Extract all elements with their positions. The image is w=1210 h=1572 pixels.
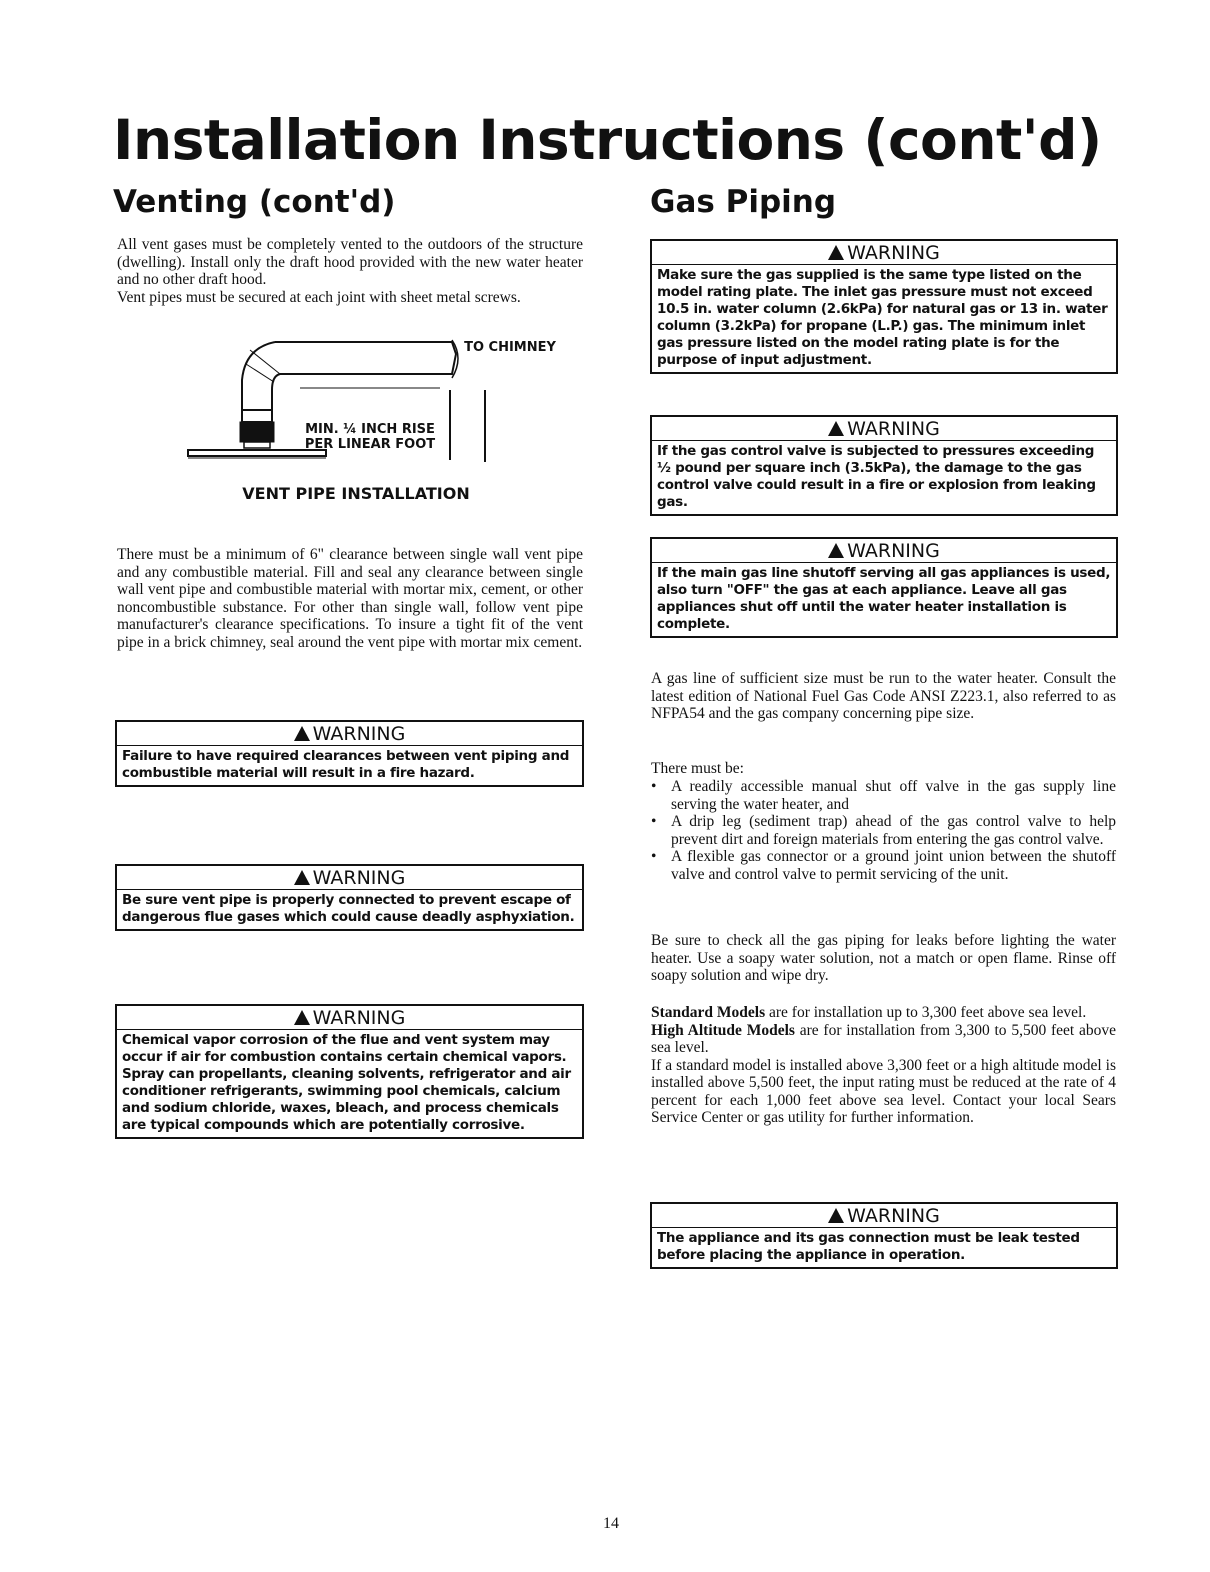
warning-title: WARNING <box>312 723 406 745</box>
vent-pipe-diagram <box>180 330 580 510</box>
warning-box-leak-test <box>650 1202 1118 1269</box>
warning-text: Be sure vent pipe is properly connected to prevent escape of dangerous flue gases which could cause deadly asphyxiation. <box>122 892 575 925</box>
warning-title: WARNING <box>847 242 940 264</box>
there-must-be-label: There must be: <box>651 760 744 777</box>
requirements-list <box>651 778 1116 883</box>
standard-models-paragraph <box>651 1004 1116 1022</box>
warning-triangle-icon <box>828 543 844 558</box>
warning-box-chemical-vapor <box>115 1004 584 1139</box>
warning-text: If the gas control valve is subjected to pressures exceeding ½ pound per square inch (3.5kPa), the damage to the gas control valve could result in a fire or explosion from leaking gas. <box>657 443 1096 510</box>
page-number: 14 <box>603 1515 619 1532</box>
warning-text: The appliance and its gas connection must be leak tested before placing the appliance in operation. <box>657 1230 1080 1263</box>
warning-text: Make sure the gas supplied is the same type listed on the model rating plate. The inlet gas pressure must not exceed 10.5 in. water column (2.6kPa) for natural gas or 13 in. water column (3.2kPa) for propane (L.P.) gas. The minimum inlet gas pressure listed on the model rating plate is for the purpose of input adjustment. <box>657 267 1108 368</box>
gas-line-paragraph: A gas line of sufficient size must be run to the water heater. Consult the latest edition of National Fuel Gas Code ANSI Z223.1, also referred to as NFPA54 and the gas company concerning pipe size. <box>651 670 1116 722</box>
list-item: • A readily accessible manual shut off valve in the gas supply line serving the water heater, and <box>651 778 1116 813</box>
page-title: Installation Instructions (cont'd) <box>113 108 1102 172</box>
warning-header <box>652 539 1116 563</box>
leak-check-paragraph: Be sure to check all the gas piping for leaks before lighting the water heater. Use a soapy water solution, not a match or open flame. Rinse off soapy solution and wipe dry. <box>651 932 1116 984</box>
warning-header <box>117 722 582 746</box>
warning-title: WARNING <box>847 418 940 440</box>
warning-header <box>117 1006 582 1030</box>
standard-models-label: Standard Models <box>651 1004 766 1021</box>
warning-triangle-icon <box>294 726 310 741</box>
list-item: • A drip leg (sediment trap) ahead of the gas control valve to help prevent dirt and foreign materials from entering the gas control valve. <box>651 813 1116 848</box>
warning-title: WARNING <box>847 540 940 562</box>
high-altitude-paragraph <box>651 1022 1116 1057</box>
warning-header <box>117 866 582 890</box>
to-chimney-label: TO CHIMNEY <box>464 340 556 355</box>
warning-box-main-shutoff <box>650 537 1118 638</box>
derate-paragraph: If a standard model is installed above 3,300 feet or a high altitude model is installed above 5,500 feet, the input rating must be reduced at the rate of 4 percent for each 1,000 feet above sea level. Contact your local Sears Service Center or gas utility for further information. <box>651 1056 1116 1126</box>
altitude-section <box>651 1004 1116 1127</box>
venting-intro-p1: All vent gases must be completely vented to the outdoors of the structure (dwelling). Install only the draft hood provided with the new water heater and no other draft hood. <box>117 236 583 288</box>
warning-text: Failure to have required clearances between vent piping and combustible material will result in a fire hazard. <box>122 748 570 781</box>
rise-label: MIN. ¼ INCH RISE PER LINEAR FOOT <box>304 422 436 452</box>
warning-title: WARNING <box>312 1007 406 1029</box>
warning-triangle-icon <box>828 421 844 436</box>
warning-text: If the main gas line shutoff serving all gas appliances is used, also turn "OFF" the gas at each appliance. Leave all gas appliances shut off until the water heater installation is complete. <box>657 565 1111 632</box>
diagram-caption: VENT PIPE INSTALLATION <box>242 484 470 503</box>
warning-box-valve-pressure <box>650 415 1118 516</box>
warning-text: Chemical vapor corrosion of the flue and vent system may occur if air for combustion contains certain chemical vapors. Spray can propellants, cleaning solvents, refrigerator and air conditioner refrigerants, swimming pool chemicals, calcium and sodium chloride, waxes, bleach, and process chemicals are typical compounds which are potentially corrosive. <box>122 1032 571 1133</box>
venting-intro <box>117 236 583 306</box>
warning-title: WARNING <box>312 867 406 889</box>
warning-header <box>652 1204 1116 1228</box>
list-item: • A flexible gas connector or a ground joint union between the shutoff valve and control valve to permit servicing of the unit. <box>651 848 1116 883</box>
warning-box-clearance <box>115 720 584 787</box>
clearance-paragraph: There must be a minimum of 6" clearance between single wall vent pipe and any combustible material. Fill and seal any clearance between single wall vent pipe and combustible material with mortar mix, cement, or other noncombustible substance. For other than single wall, follow vent pipe manufacturer's clearance specifications. To insure a tight fit of the vent pipe in a brick chimney, seal around the vent pipe with mortar mix cement. <box>117 546 583 651</box>
venting-heading: Venting (cont'd) <box>113 184 396 220</box>
warning-header <box>652 417 1116 441</box>
venting-intro-p2: Vent pipes must be secured at each joint with sheet metal screws. <box>117 288 521 306</box>
gas-piping-heading: Gas Piping <box>650 184 837 220</box>
warning-box-vent-connection <box>115 864 584 931</box>
warning-header <box>652 241 1116 265</box>
warning-triangle-icon <box>828 1208 844 1223</box>
high-altitude-text: are for installation from 3,300 to 5,500 feet above sea level. <box>651 1021 1116 1056</box>
warning-triangle-icon <box>294 1010 310 1025</box>
warning-box-gas-type <box>650 239 1118 374</box>
warning-title: WARNING <box>847 1205 940 1227</box>
warning-triangle-icon <box>294 870 310 885</box>
standard-models-text: are for installation up to 3,300 feet above sea level. <box>765 1004 1087 1021</box>
warning-triangle-icon <box>828 245 844 260</box>
high-altitude-label: High Altitude Models <box>651 1021 795 1039</box>
